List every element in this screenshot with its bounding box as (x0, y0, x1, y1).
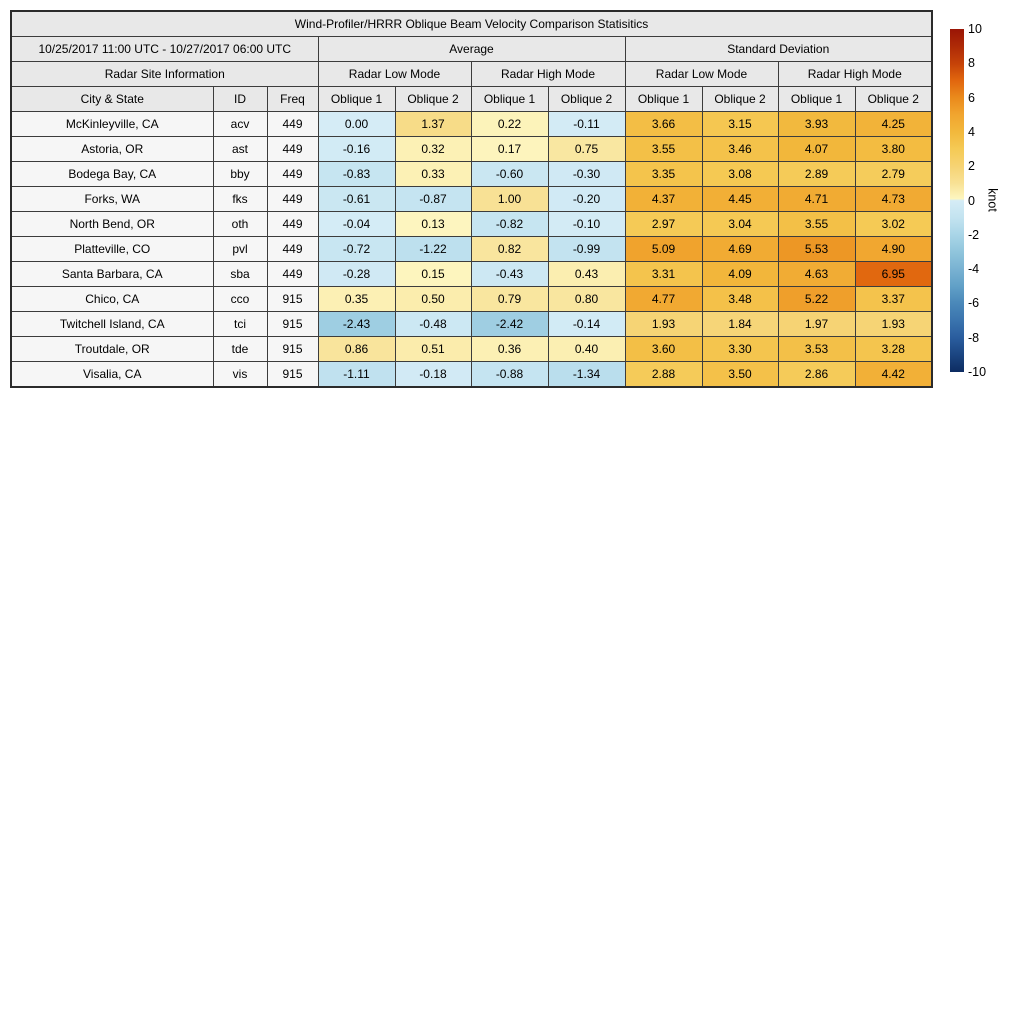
site-cell-id: fks (213, 187, 267, 212)
mode-header-std-low: Radar Low Mode (625, 62, 778, 87)
colorbar-tick-label: -10 (968, 364, 987, 379)
value-cell: 3.66 (625, 112, 702, 137)
value-cell: 1.93 (625, 312, 702, 337)
value-cell: 3.93 (778, 112, 855, 137)
period-cell: 10/25/2017 11:00 UTC - 10/27/2017 06:00 UTC (11, 37, 318, 62)
value-cell: 4.37 (625, 187, 702, 212)
site-cell-city: Visalia, CA (11, 362, 213, 388)
value-cell: -2.42 (471, 312, 548, 337)
value-cell: -1.11 (318, 362, 395, 388)
value-cell: 4.42 (855, 362, 932, 388)
value-cell: 0.40 (548, 337, 625, 362)
value-cell: -0.83 (318, 162, 395, 187)
value-cell: 1.37 (395, 112, 471, 137)
value-cell: 0.36 (471, 337, 548, 362)
site-cell-city: Bodega Bay, CA (11, 162, 213, 187)
value-cell: -0.20 (548, 187, 625, 212)
value-cell: 0.82 (471, 237, 548, 262)
value-cell: 0.51 (395, 337, 471, 362)
value-cell: 3.35 (625, 162, 702, 187)
site-cell-freq: 449 (267, 162, 318, 187)
value-cell: 1.84 (702, 312, 778, 337)
site-cell-city: Santa Barbara, CA (11, 262, 213, 287)
colorbar-tick-label: 2 (968, 158, 975, 173)
col-header-oblique: Oblique 2 (702, 87, 778, 112)
group-header-stddev: Standard Deviation (625, 37, 932, 62)
value-cell: -0.16 (318, 137, 395, 162)
column-header-row (11, 87, 932, 112)
value-cell: -0.87 (395, 187, 471, 212)
site-info-header: Radar Site Information (11, 62, 318, 87)
mode-header-std-high: Radar High Mode (778, 62, 932, 87)
value-cell: -0.48 (395, 312, 471, 337)
value-cell: 3.15 (702, 112, 778, 137)
value-cell: 1.93 (855, 312, 932, 337)
value-cell: 4.77 (625, 287, 702, 312)
site-cell-id: pvl (213, 237, 267, 262)
site-cell-city: Twitchell Island, CA (11, 312, 213, 337)
value-cell: 4.09 (702, 262, 778, 287)
col-header-oblique: Oblique 2 (548, 87, 625, 112)
value-cell: 2.97 (625, 212, 702, 237)
site-cell-city: Astoria, OR (11, 137, 213, 162)
table-row (11, 112, 932, 137)
site-cell-freq: 915 (267, 312, 318, 337)
site-cell-id: tde (213, 337, 267, 362)
value-cell: -0.61 (318, 187, 395, 212)
colorbar-tick-label: -8 (968, 330, 980, 345)
value-cell: -0.04 (318, 212, 395, 237)
col-header-oblique: Oblique 2 (855, 87, 932, 112)
value-cell: 2.79 (855, 162, 932, 187)
value-cell: -0.18 (395, 362, 471, 388)
table-row (11, 262, 932, 287)
site-cell-freq: 449 (267, 212, 318, 237)
value-cell: -0.99 (548, 237, 625, 262)
value-cell: 3.02 (855, 212, 932, 237)
mode-header-avg-high: Radar High Mode (471, 62, 625, 87)
site-cell-id: acv (213, 112, 267, 137)
table-row (11, 212, 932, 237)
colorbar-tick-label: 4 (968, 124, 975, 139)
col-header-oblique: Oblique 2 (395, 87, 471, 112)
colorbar-gradient (950, 29, 964, 372)
value-cell: 0.22 (471, 112, 548, 137)
site-cell-id: sba (213, 262, 267, 287)
value-cell: 4.63 (778, 262, 855, 287)
col-header-city: City & State (11, 87, 213, 112)
value-cell: 3.50 (702, 362, 778, 388)
table-row (11, 312, 932, 337)
value-cell: 3.55 (778, 212, 855, 237)
value-cell: -0.82 (471, 212, 548, 237)
table-body (11, 112, 932, 388)
value-cell: 0.79 (471, 287, 548, 312)
table-row (11, 287, 932, 312)
value-cell: 0.13 (395, 212, 471, 237)
value-cell: 5.53 (778, 237, 855, 262)
table-row (11, 337, 932, 362)
value-cell: 4.25 (855, 112, 932, 137)
value-cell: -0.88 (471, 362, 548, 388)
value-cell: 0.33 (395, 162, 471, 187)
table-row (11, 237, 932, 262)
value-cell: 0.86 (318, 337, 395, 362)
site-cell-city: North Bend, OR (11, 212, 213, 237)
value-cell: 0.15 (395, 262, 471, 287)
site-cell-city: Chico, CA (11, 287, 213, 312)
value-cell: 4.71 (778, 187, 855, 212)
value-cell: 3.30 (702, 337, 778, 362)
site-cell-city: Platteville, CO (11, 237, 213, 262)
site-cell-city: McKinleyville, CA (11, 112, 213, 137)
colorbar-tick-label: 10 (968, 21, 982, 36)
value-cell: -0.72 (318, 237, 395, 262)
value-cell: 0.35 (318, 287, 395, 312)
site-cell-id: ast (213, 137, 267, 162)
value-cell: 4.07 (778, 137, 855, 162)
value-cell: -2.43 (318, 312, 395, 337)
value-cell: -0.11 (548, 112, 625, 137)
mode-row (11, 62, 932, 87)
value-cell: 1.00 (471, 187, 548, 212)
value-cell: -1.34 (548, 362, 625, 388)
colorbar-unit-label: knot (985, 188, 1000, 212)
table-row (11, 362, 932, 388)
value-cell: 3.28 (855, 337, 932, 362)
site-cell-id: oth (213, 212, 267, 237)
colorbar (950, 21, 1000, 379)
col-header-oblique: Oblique 1 (625, 87, 702, 112)
colorbar-tick-label: 8 (968, 56, 975, 71)
value-cell: -0.10 (548, 212, 625, 237)
stats-table (10, 10, 933, 388)
site-cell-freq: 449 (267, 137, 318, 162)
col-header-id: ID (213, 87, 267, 112)
value-cell: -0.60 (471, 162, 548, 187)
value-cell: 0.43 (548, 262, 625, 287)
value-cell: 3.55 (625, 137, 702, 162)
value-cell: 0.75 (548, 137, 625, 162)
value-cell: 0.17 (471, 137, 548, 162)
colorbar-tick-label: -2 (968, 227, 980, 242)
site-cell-freq: 915 (267, 287, 318, 312)
value-cell: 2.88 (625, 362, 702, 388)
site-cell-city: Troutdale, OR (11, 337, 213, 362)
colorbar-tick-label: -4 (968, 261, 980, 276)
col-header-oblique: Oblique 1 (778, 87, 855, 112)
value-cell: 4.45 (702, 187, 778, 212)
table-row (11, 162, 932, 187)
value-cell: 3.31 (625, 262, 702, 287)
value-cell: 0.50 (395, 287, 471, 312)
title-row (11, 11, 932, 37)
mode-header-avg-low: Radar Low Mode (318, 62, 471, 87)
value-cell: 3.04 (702, 212, 778, 237)
value-cell: 5.22 (778, 287, 855, 312)
site-cell-id: vis (213, 362, 267, 388)
value-cell: 3.53 (778, 337, 855, 362)
site-cell-freq: 915 (267, 337, 318, 362)
value-cell: 5.09 (625, 237, 702, 262)
colorbar-tick-label: 0 (968, 193, 975, 208)
site-cell-id: cco (213, 287, 267, 312)
col-header-oblique: Oblique 1 (318, 87, 395, 112)
site-cell-freq: 449 (267, 112, 318, 137)
site-cell-freq: 449 (267, 187, 318, 212)
table-row (11, 137, 932, 162)
value-cell: 3.46 (702, 137, 778, 162)
group-row (11, 37, 932, 62)
value-cell: 3.48 (702, 287, 778, 312)
value-cell: 2.86 (778, 362, 855, 388)
value-cell: 4.73 (855, 187, 932, 212)
value-cell: 0.00 (318, 112, 395, 137)
value-cell: 3.08 (702, 162, 778, 187)
colorbar-tick-label: -6 (968, 296, 980, 311)
value-cell: 3.80 (855, 137, 932, 162)
value-cell: -1.22 (395, 237, 471, 262)
value-cell: 3.60 (625, 337, 702, 362)
value-cell: -0.30 (548, 162, 625, 187)
site-cell-freq: 915 (267, 362, 318, 388)
chart-title: Wind-Profiler/HRRR Oblique Beam Velocity Comparison Statisitics (11, 11, 932, 37)
value-cell: -0.28 (318, 262, 395, 287)
site-cell-id: bby (213, 162, 267, 187)
table-row (11, 187, 932, 212)
value-cell: 2.89 (778, 162, 855, 187)
group-header-average: Average (318, 37, 625, 62)
site-cell-id: tci (213, 312, 267, 337)
col-header-freq: Freq (267, 87, 318, 112)
value-cell: 4.90 (855, 237, 932, 262)
value-cell: 6.95 (855, 262, 932, 287)
col-header-oblique: Oblique 1 (471, 87, 548, 112)
value-cell: -0.43 (471, 262, 548, 287)
value-cell: 1.97 (778, 312, 855, 337)
site-cell-freq: 449 (267, 237, 318, 262)
value-cell: 4.69 (702, 237, 778, 262)
colorbar-tick-label: 6 (968, 90, 975, 105)
value-cell: -0.14 (548, 312, 625, 337)
site-cell-city: Forks, WA (11, 187, 213, 212)
value-cell: 0.32 (395, 137, 471, 162)
site-cell-freq: 449 (267, 262, 318, 287)
value-cell: 0.80 (548, 287, 625, 312)
value-cell: 3.37 (855, 287, 932, 312)
